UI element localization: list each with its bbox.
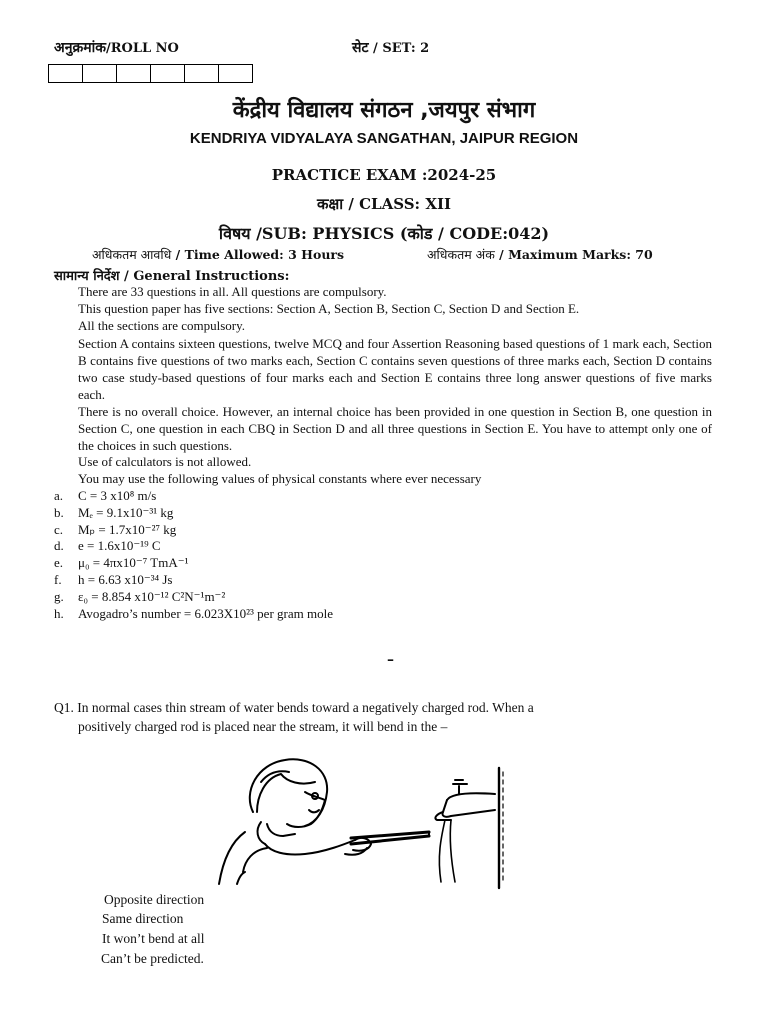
roll-no-box[interactable] bbox=[83, 65, 117, 82]
instruction-4: Section A contains sixteen questions, twelve MCQ and four Assertion Reasoning based questions of 1 mark each, Section B contains five questions of two marks each, Section C contains seven questions of three marks each, Section D contains two case study-based questions of four marks each and Section E contains three long answer questions of five marks each. bbox=[78, 336, 712, 402]
roll-no-label-hi: अनुक्रमांक bbox=[54, 40, 106, 56]
roll-no-box[interactable] bbox=[219, 65, 252, 82]
constant-value: Avogadro’s number = 6.023X10²³ per gram mole bbox=[78, 606, 333, 621]
constant-value: Mₑ = 9.1x10⁻³¹ kg bbox=[78, 505, 174, 520]
roll-no-box[interactable] bbox=[117, 65, 151, 82]
time-en: / Time Allowed: 3 Hours bbox=[171, 247, 345, 262]
maximum-marks bbox=[427, 246, 653, 263]
constant-value: μ₀ = 4πx10⁻⁷ TmA⁻¹ bbox=[78, 555, 189, 570]
set-label bbox=[352, 38, 429, 57]
roll-no-box[interactable] bbox=[49, 65, 83, 82]
roll-no-boxes[interactable] bbox=[48, 64, 253, 83]
exam-title: PRACTICE EXAM :2024-25 bbox=[271, 166, 497, 184]
time-allowed bbox=[92, 246, 344, 263]
code-en: / CODE:042) bbox=[432, 224, 550, 243]
time-hi: अधिकतम आवधि bbox=[92, 247, 172, 262]
instruction-5: There is no overall choice. However, an internal choice has been provided in one question in Section B, one question in Section C, one question in each CBQ in Section D and all three questions in Section E. You have to attempt only one of the choices in such questions. bbox=[78, 404, 712, 453]
option-3: It won’t bend at all bbox=[102, 931, 205, 946]
question-1-line-1: Q1. In normal cases thin stream of water bends toward a negatively charged rod. When a bbox=[54, 700, 534, 715]
option-4: Can’t be predicted. bbox=[101, 951, 204, 966]
subject-line bbox=[0, 222, 768, 244]
instructions-heading-en: / General Instructions: bbox=[119, 269, 290, 284]
instruction-2: This question paper has five sections: Section A, Section B, Section C, Section D and Section E. bbox=[78, 301, 580, 316]
instruction-1: There are 33 questions in all. All questions are compulsory. bbox=[78, 284, 387, 299]
subject-hi: विषय bbox=[218, 224, 251, 243]
marks-en: / Maximum Marks: 70 bbox=[494, 247, 653, 262]
separator-dash: – bbox=[387, 652, 394, 668]
instruction-3: All the sections are compulsory. bbox=[78, 318, 246, 333]
constant-letter: c. bbox=[54, 522, 64, 537]
constant-letter: b. bbox=[54, 505, 64, 520]
roll-no-box[interactable] bbox=[185, 65, 219, 82]
option-1: Opposite direction bbox=[104, 892, 205, 907]
constant-letter: f. bbox=[54, 572, 62, 587]
instruction-7: You may use the following values of physical constants where ever necessary bbox=[78, 471, 482, 486]
constant-letter: d. bbox=[54, 538, 64, 553]
title-english: KENDRIYA VIDYALAYA SANGATHAN, JAIPUR REGION bbox=[189, 130, 579, 147]
roll-no-label-en: /ROLL NO bbox=[105, 41, 179, 56]
instructions-heading-hi: सामान्य निर्देश bbox=[54, 269, 120, 284]
constant-value: ε₀ = 8.854 x10⁻¹² C²N⁻¹m⁻² bbox=[78, 589, 226, 604]
roll-no-label bbox=[54, 38, 179, 57]
instruction-6: Use of calculators is not allowed. bbox=[78, 454, 252, 469]
constant-value: e = 1.6x10⁻¹⁹ C bbox=[78, 538, 161, 553]
constant-letter: a. bbox=[54, 488, 64, 503]
question-1-line-2: positively charged rod is placed near the stream, it will bend in the – bbox=[78, 719, 448, 734]
constant-letter: e. bbox=[54, 555, 64, 570]
class-line bbox=[0, 194, 768, 214]
code-hi: कोड bbox=[407, 224, 433, 243]
class-en: / CLASS: XII bbox=[343, 195, 451, 213]
marks-hi: अधिकतम अंक bbox=[427, 247, 495, 262]
constant-value: C = 3 x10⁸ m/s bbox=[78, 488, 157, 503]
roll-no-box[interactable] bbox=[151, 65, 185, 82]
subject-en: /SUB: PHYSICS ( bbox=[250, 224, 408, 243]
option-2: Same direction bbox=[102, 911, 184, 926]
constant-letter: g. bbox=[54, 589, 64, 604]
constant-value: Mₚ = 1.7x10⁻²⁷ kg bbox=[78, 522, 177, 537]
instructions-heading bbox=[54, 266, 289, 284]
set-label-en: / SET: 2 bbox=[368, 41, 430, 56]
question-1-illustration bbox=[205, 752, 525, 892]
class-hi: कक्षा bbox=[317, 195, 344, 213]
constant-letter: h. bbox=[54, 606, 64, 621]
constant-value: h = 6.63 x10⁻³⁴ Js bbox=[78, 572, 173, 587]
set-label-hi: सेट bbox=[352, 40, 369, 56]
title-hindi: केंद्रीय विद्यालय संगठन ,जयपुर संभाग bbox=[232, 98, 536, 123]
